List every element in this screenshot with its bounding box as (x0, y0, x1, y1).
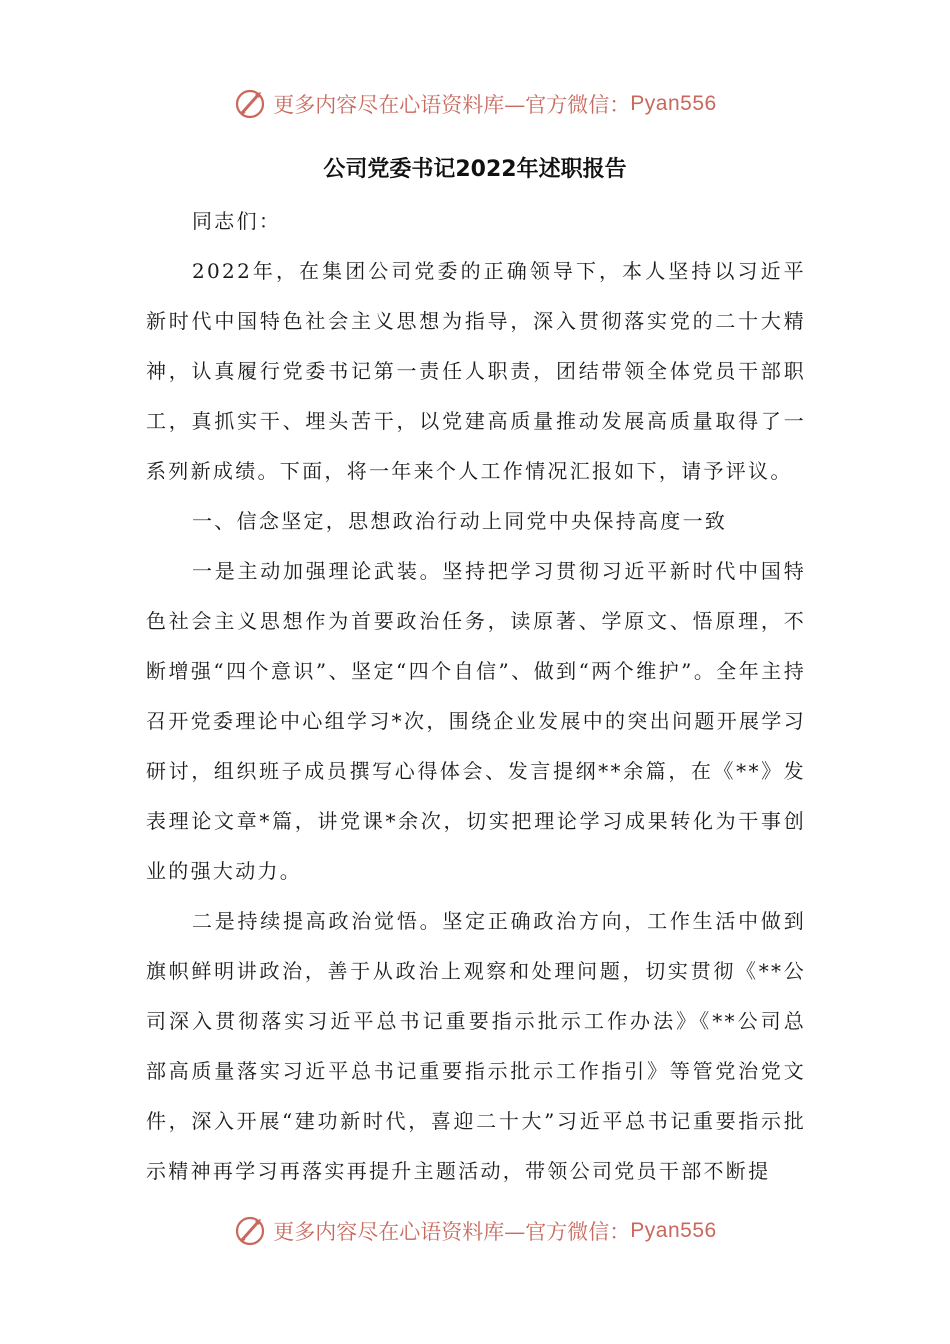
footer-banner (0, 1211, 950, 1251)
banner-wechat-id: Pyan556 (630, 1219, 717, 1242)
pen-logo-icon (233, 1213, 269, 1249)
header-banner (0, 84, 950, 124)
pen-logo-icon (233, 86, 269, 122)
paragraph-intro: 2022年，在集团公司党委的正确领导下，本人坚持以习近平新时代中国特色社会主义思想为指导，深入贯彻落实党的二十大精神，认真履行党委书记第一责任人职责，团结带领全体党员干部职工，真抓实干、埋头苦干，以党建高质量推动发展高质量取得了一系列新成绩。下面，将一年来个人工作情况汇报如下，请予评议。 (146, 259, 806, 483)
banner-text: 更多内容尽在心语资料库—官方微信： (273, 93, 631, 117)
greeting: 同志们： (192, 209, 282, 233)
section-heading-1: 一、信念坚定，思想政治行动上同党中央保持高度一致 (192, 509, 728, 533)
document-title: 公司党委书记2022年述职报告 (323, 157, 627, 182)
document-body (146, 196, 806, 1196)
paragraph-politics: 二是持续提高政治觉悟。坚定正确政治方向，工作生活中做到旗帜鲜明讲政治，善于从政治上观察和处理问题，切实贯彻《**公司深入贯彻落实习近平总书记重要指示批示工作办法》《**公司总部高质量落实习近平总书记重要指示批示工作指引》等管党治党文件，深入开展“建功新时代，喜迎二十大”习近平总书记重要指示批示精神再学习再落实再提升主题活动，带领公司党员干部不断提 (146, 909, 806, 1183)
paragraph-theory: 一是主动加强理论武装。坚持把学习贯彻习近平新时代中国特色社会主义思想作为首要政治任务，读原著、学原文、悟原理，不断增强“四个意识”、坚定“四个自信”、做到“两个维护”。全年主持召开党委理论中心组学习*次，围绕企业发展中的突出问题开展学习研讨，组织班子成员撰写心得体会、发言提纲**余篇，在《**》发表理论文章*篇，讲党课*余次，切实把理论学习成果转化为干事创业的强大动力。 (146, 559, 806, 883)
banner-wechat-id: Pyan556 (630, 92, 717, 115)
banner-text: 更多内容尽在心语资料库—官方微信： (273, 1220, 631, 1244)
